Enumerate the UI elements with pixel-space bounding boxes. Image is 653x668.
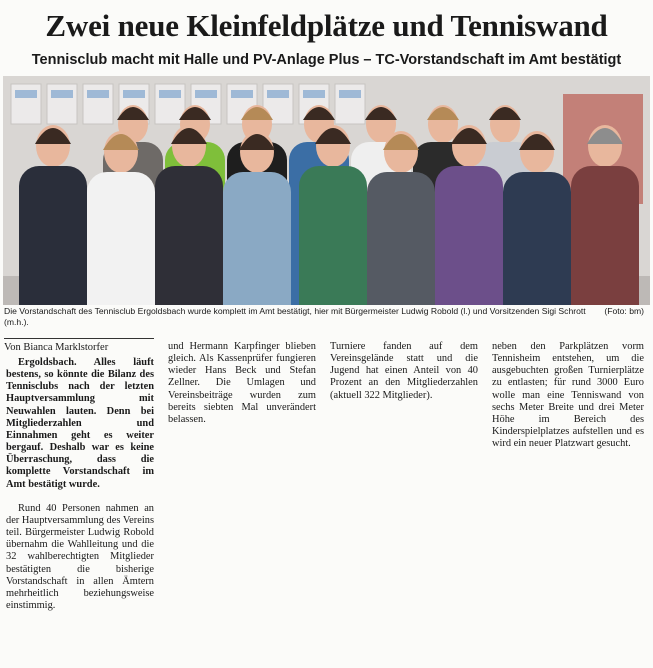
person-body [87, 172, 155, 305]
article-paragraph: Rund 40 Personen nahmen an der Hauptversammlung des Vereins teil. Bürgermeister Ludwig Robold übernahm die Wahlleitung und die 32 wahlberechtigten Mitglieder bestätigten die bisherige Vorstandschaft in allen Ämtern mehrheitlich beziehungsweise einstimmig. [6, 502, 154, 611]
article-column-4 [492, 341, 644, 450]
wall-poster-accent [267, 90, 289, 98]
group-photo-illustration [3, 76, 650, 305]
article-paragraph: Turniere fanden auf dem Vereinsgelände statt und die Jugend hat einen Anteil von 40 Prozent an den Mitgliederzahlen (aktuell 322 Mitglieder). [330, 341, 478, 401]
wall-poster-accent [51, 90, 73, 98]
photo-people [19, 105, 639, 305]
wall-poster-accent [15, 90, 37, 98]
article-paragraph: neben den Parkplätzen vorm Tennisheim entstehen, um die ausgebuchten großen Turnierplätze zu entlasten; für rund 3000 Euro wolle man eine Tenniswand von sechs Meter Breite und drei Meter Höhe im Bereich des Kinderspielplatzes aufstellen und es wird ein neuer Platzwart gesucht. [492, 341, 644, 450]
person-body [19, 166, 87, 305]
photo-credit: (Foto: bm) [604, 306, 644, 316]
wall-poster-accent [195, 90, 217, 98]
wall-poster-accent [159, 90, 181, 98]
group-photo [3, 76, 650, 305]
byline-rule [4, 338, 154, 339]
person-body [435, 166, 503, 305]
wall-poster-accent [231, 90, 253, 98]
article-paragraph: und Hermann Karpfinger blieben gleich. Als Kassenprüfer fungieren wieder Hans Beck und Stefan Zellner. Die Umlagen und Vereinsbeiträge wurden zum bereits siebten Mal unverändert belassen. [168, 341, 316, 425]
byline: Von Bianca Marklstorfer [4, 342, 109, 353]
person-body [367, 172, 435, 305]
person-body [223, 172, 291, 305]
wall-poster-accent [87, 90, 109, 98]
wall-poster-accent [123, 90, 145, 98]
photo-caption [4, 306, 644, 328]
wall-poster-accent [339, 90, 361, 98]
person-body [503, 172, 571, 305]
subheadline: Tennisclub macht mit Halle und PV-Anlage Plus – TC-Vorstandschaft im Amt bestätigt [31, 52, 622, 68]
article-column-2 [168, 341, 316, 426]
person-body [155, 166, 223, 305]
article-column-1 [6, 357, 154, 612]
wall-poster-accent [303, 90, 325, 98]
article-lead: Ergoldsbach. Alles läuft bestens, so könnte die Bilanz des Tennisclubs nach der letzten Hauptversammlung mit Neuwahlen lauten. Denn bei Mitgliederzahlen und Einnahmen geht es weiter bergauf. Deshalb war es keine Überraschung, dass die komplette Vorstandschaft im Amt bestätigt wurde. [6, 357, 154, 490]
person-body [299, 166, 367, 305]
article-column-3 [330, 341, 478, 402]
person-body [571, 166, 639, 305]
headline: Zwei neue Kleinfeldplätze und Tenniswand [45, 8, 608, 43]
photo-caption-text: Die Vorstandschaft des Tennisclub Ergoldsbach wurde komplett im Amt bestätigt, hier mit Bürgermeister Ludwig Robold (l.) und Vorsitzenden Sigi Schrott (m.h.). [4, 306, 586, 327]
